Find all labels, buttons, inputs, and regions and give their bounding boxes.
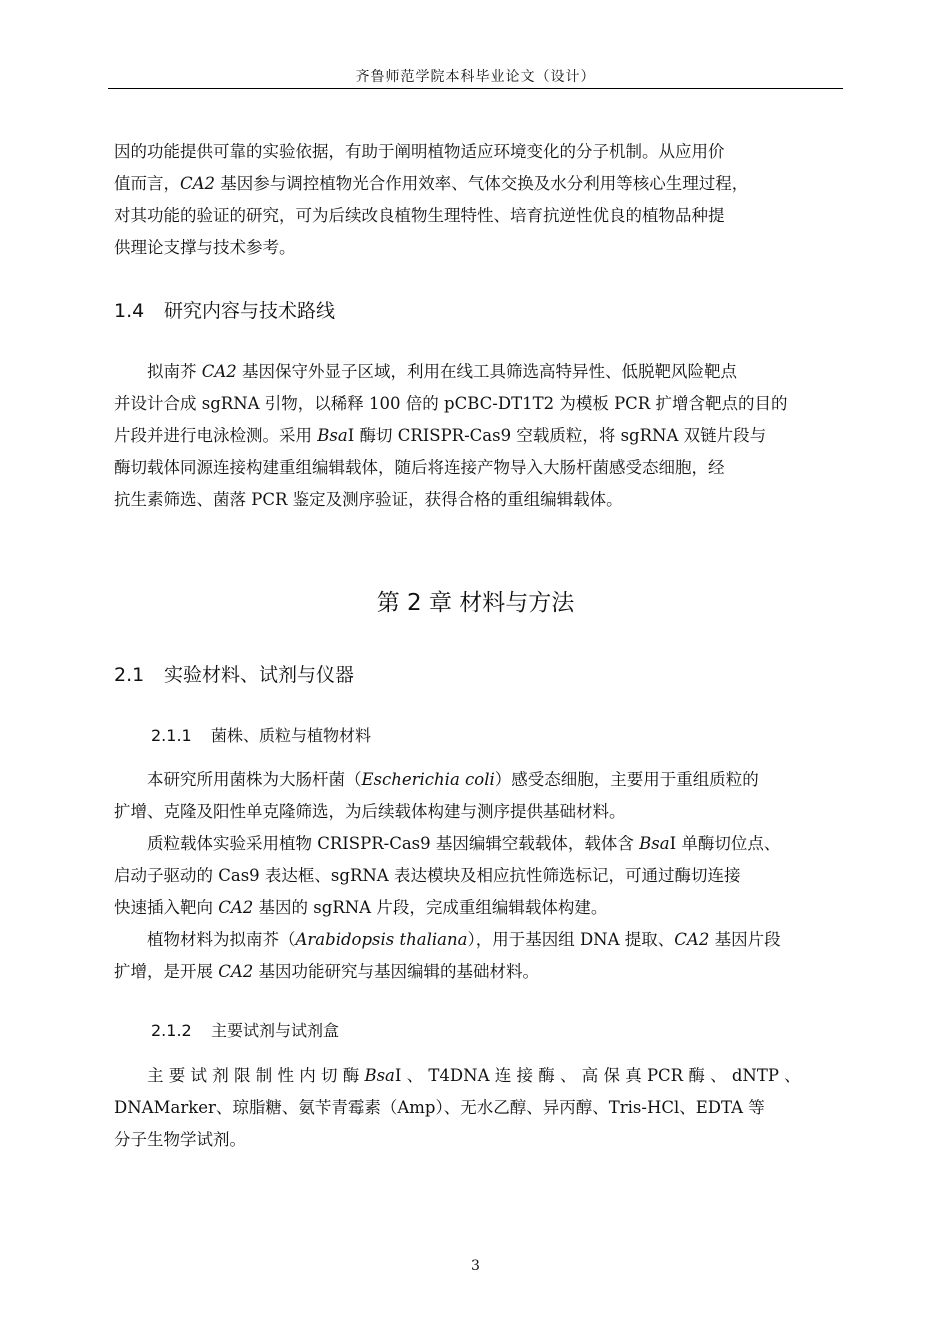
subsection-number: 2.1.1 (151, 726, 192, 745)
text-line: 因的功能提供可靠的实验依据，有助于阐明植物适应环境变化的分子机制。从应用价 (114, 142, 725, 161)
subsection-title: 菌株、质粒与植物材料 (211, 726, 372, 745)
text-line: 值而言，CA2 基因参与调控植物光合作用效率、气体交换及水分利用等核心生理过程， (114, 174, 749, 193)
section-title: 研究内容与技术路线 (164, 300, 336, 322)
text-line: 本研究所用菌株为大肠杆菌（Escherichia coli）感受态细胞，主要用于重组质粒的 (147, 770, 759, 789)
running-header: 齐鲁师范学院本科毕业论文（设计） (355, 69, 596, 85)
text-line: DNAMarker、琼脂糖、氨苄青霉素（Amp）、无水乙醇、异丙醇、Tris-HCl、EDTA 等 (114, 1098, 765, 1117)
section-number: 2.1 (114, 664, 145, 686)
research-content-paragraph (114, 356, 849, 516)
text-line: 片段并进行电泳检测。采用 BsaI 酶切 CRISPR-Cas9 空载质粒，将 sgRNA 双链片段与 (114, 426, 767, 445)
section-heading-2-1 (114, 660, 354, 687)
text-line: 对其功能的验证的研究，可为后续改良植物生理特性、培育抗逆性优良的植物品种提 (114, 206, 725, 225)
text-line: 抗生素筛选、菌落 PCR 鉴定及测序验证，获得合格的重组编辑载体。 (114, 490, 623, 509)
text-line: 快速插入靶向 CA2 基因的 sgRNA 片段，完成重组编辑载体构建。 (114, 898, 608, 917)
page-number: 3 (471, 1258, 480, 1274)
text-line: 扩增，是开展 CA2 基因功能研究与基因编辑的基础材料。 (114, 962, 540, 981)
subsection-heading-2-1-2 (151, 1018, 339, 1041)
gene-name: CA2 (180, 174, 216, 193)
subsection-heading-2-1-1 (151, 723, 371, 746)
enzyme-name: Bsa (639, 834, 670, 853)
text-line: 并设计合成 sgRNA 引物，以稀释 100 倍的 pCBC-DT1T2 为模板 PCR 扩增含靶点的目的 (114, 394, 788, 413)
species-name: Escherichia coli (361, 770, 495, 789)
subsection-number: 2.1.2 (151, 1021, 192, 1040)
section-heading-1-4 (114, 296, 335, 323)
section-number: 1.4 (114, 300, 145, 322)
text-line: 质粒载体实验采用植物 CRISPR-Cas9 基因编辑空载载体，载体含 BsaI 单酶切位点、 (147, 834, 781, 853)
text-line: 供理论支撑与技术参考。 (114, 238, 296, 257)
section-title: 实验材料、试剂与仪器 (164, 664, 355, 686)
text-line: 扩增、克隆及阳性单克隆筛选，为后续载体构建与测序提供基础材料。 (114, 802, 626, 821)
gene-name: CA2 (218, 962, 254, 981)
text-line: 分子生物学试剂。 (114, 1130, 246, 1149)
text-line: 启动子驱动的 Cas9 表达框、sgRNA 表达模块及相应抗性筛选标记，可通过酶切连接 (114, 866, 741, 885)
header-rule (108, 88, 843, 89)
enzyme-name: Bsa (364, 1066, 395, 1085)
gene-name: CA2 (674, 930, 710, 949)
text-line: 主 要 试 剂 限 制 性 内 切 酶 BsaI 、 T4DNA 连 接 酶 、 高 保 真 PCR 酶 、 dNTP 、 (147, 1066, 801, 1085)
text-line: 拟南芥 CA2 基因保守外显子区域，利用在线工具筛选高特异性、低脱靶风险靶点 (147, 362, 738, 381)
text-line: 植物材料为拟南芥（Arabidopsis thaliana），用于基因组 DNA 提取、CA2 基因片段 (147, 930, 781, 949)
reagents-paragraph (114, 1060, 849, 1156)
intro-paragraph (114, 136, 849, 264)
strains-paragraph (114, 764, 849, 988)
subsection-title: 主要试剂与试剂盒 (211, 1021, 340, 1040)
chapter-title: 第 2 章 材料与方法 (376, 590, 575, 616)
text-line: 酶切载体同源连接构建重组编辑载体，随后将连接产物导入大肠杆菌感受态细胞，经 (114, 458, 725, 477)
enzyme-name: Bsa (317, 426, 348, 445)
gene-name: CA2 (218, 898, 254, 917)
gene-name: CA2 (201, 362, 237, 381)
species-name: Arabidopsis thaliana (295, 930, 468, 949)
